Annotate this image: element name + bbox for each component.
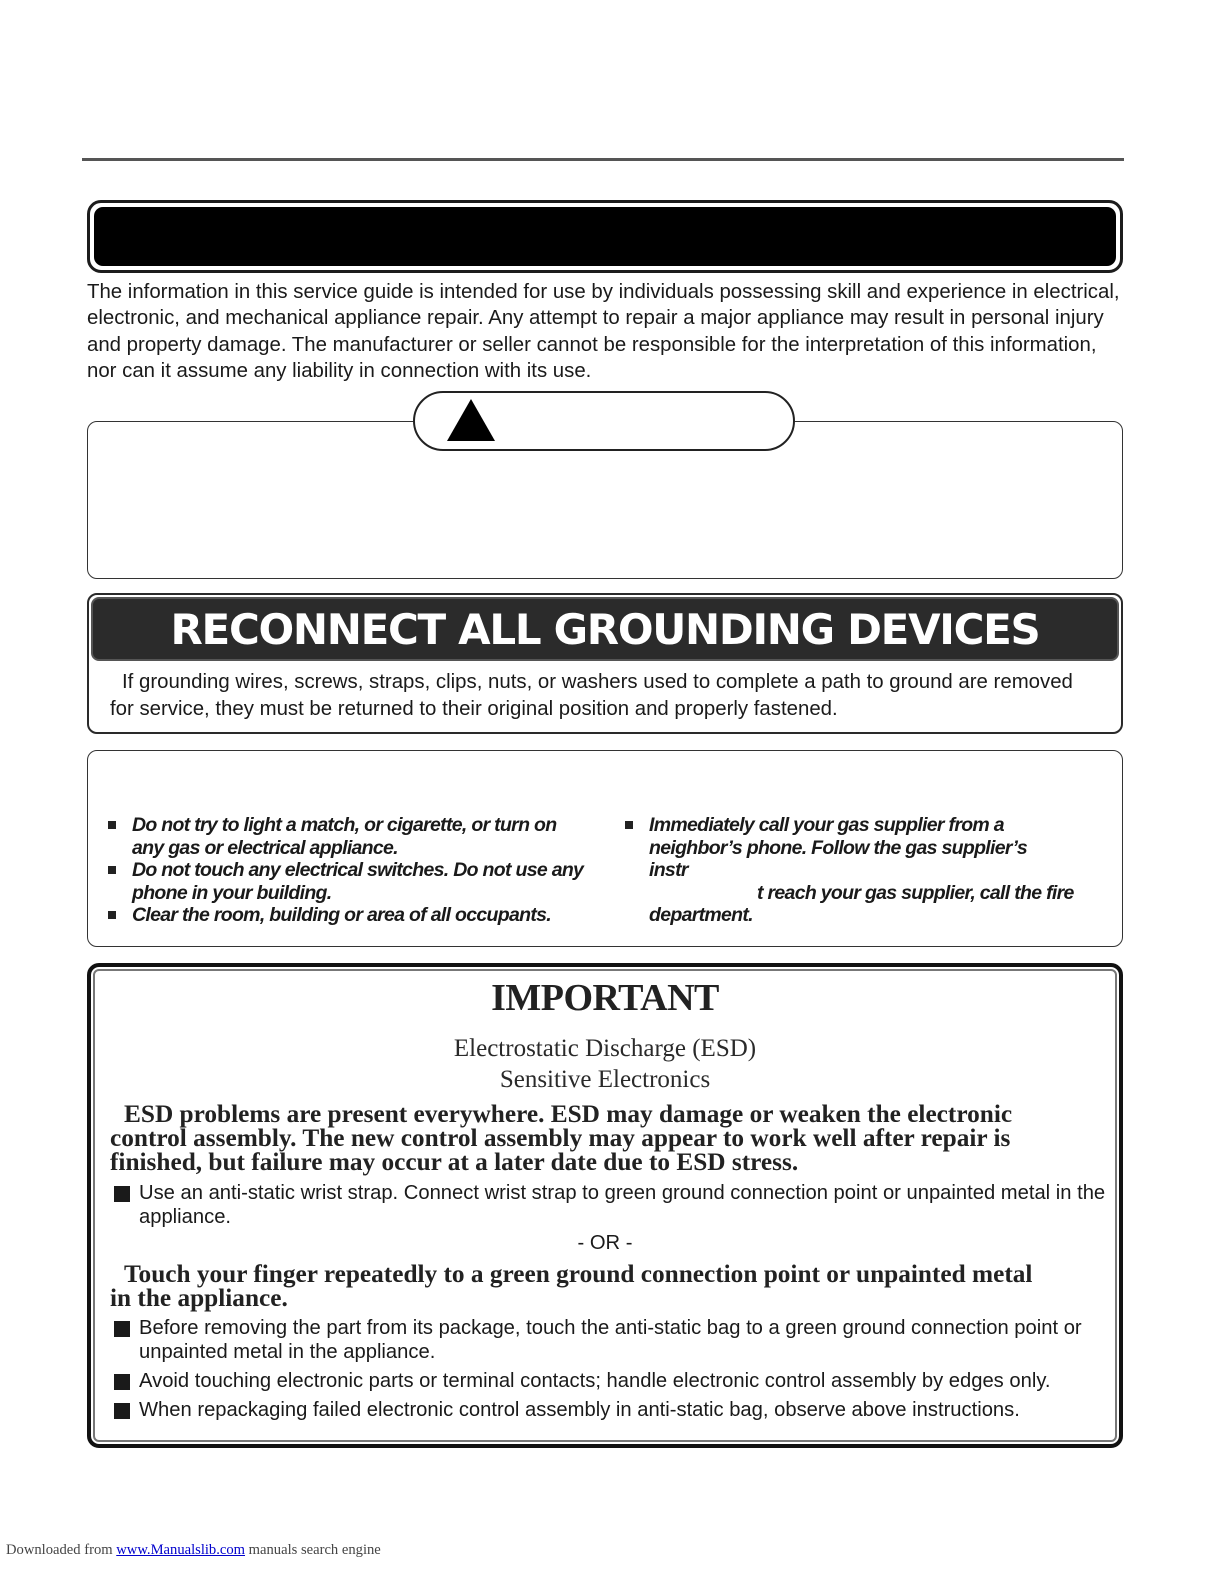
esd-wrist-strap-list (112, 1181, 1107, 1234)
list-item: Do not touch any electrical switches. Do not use any phone in your building. (108, 859, 588, 904)
bullet-icon (114, 1186, 130, 1202)
list-item: Before removing the part from its package, touch the anti-static bag to a green ground connection point or unpainted metal in the appliance. (112, 1316, 1107, 1364)
bullet-icon (114, 1374, 130, 1390)
list-item: Clear the room, building or area of all occupants. (108, 904, 588, 927)
grounding-text: If grounding wires, screws, straps, clips, nuts, or washers used to complete a path to ground are removed for service, they must be returned to their original position and properly fastened. (110, 671, 1073, 720)
manualslib-link[interactable]: www.Manualslib.com (116, 1542, 246, 1558)
bullet-icon (114, 1321, 130, 1337)
bullet-icon (625, 821, 633, 829)
important-title: IMPORTANT (491, 977, 719, 1019)
warning-triangle-icon (446, 398, 496, 442)
or-separator: - OR - (577, 1232, 633, 1254)
grounding-title: RECONNECT ALL GROUNDING DEVICES (170, 605, 1040, 654)
bullet-icon (108, 821, 116, 829)
esd-handling-list (112, 1316, 1107, 1427)
bullet-icon (114, 1403, 130, 1419)
bullet-icon (108, 911, 116, 919)
list-item: When repackaging failed electronic control assembly in anti-static bag, observe above instructions. (112, 1398, 1107, 1422)
esd-touch-paragraph: Touch your finger repeatedly to a green ground connection point or unpainted metal in the appliance. (110, 1260, 1033, 1312)
list-item: Do not try to light a match, or cigarette, or turn on any gas or electrical appliance. (108, 814, 588, 859)
bullet-icon (108, 866, 116, 874)
gas-instructions-left (108, 814, 588, 927)
header-banner (87, 200, 1123, 273)
list-item: Avoid touching electronic parts or terminal contacts; handle electronic control assembly by edges only. (112, 1369, 1107, 1393)
top-rule (82, 158, 1124, 161)
intro-paragraph: The information in this service guide is intended for use by individuals possessing skill and experience in electrical, electronic, and mechanical appliance repair. Any attempt to repair a major appliance may result in personal injury and property damage. The manufacturer or seller cannot be responsible for the interpretation of this information, nor can it assume any liability in connection with its use. (87, 281, 1120, 382)
list-item: Immediately call your gas supplier from a neighbor’s phone. Follow the gas supplier’s instr t reach your gas supplier, call the fire department. (625, 814, 1095, 927)
esd-warning-paragraph: ESD problems are present everywhere. ESD may damage or weaken the electronic control assembly. The new control assembly may appear to work well after repair is finished, but failure may occur at a later date due to ESD stress. (110, 1100, 1013, 1176)
esd-subtitle: Electrostatic Discharge (ESD) Sensitive Electronics (453, 1035, 757, 1093)
gas-instructions-right (625, 814, 1095, 927)
footer: Downloaded from www.Manualslib.com manuals search engine (6, 1542, 381, 1558)
list-item: Use an anti-static wrist strap. Connect wrist strap to green ground connection point or unpainted metal in the appliance. (112, 1181, 1107, 1229)
